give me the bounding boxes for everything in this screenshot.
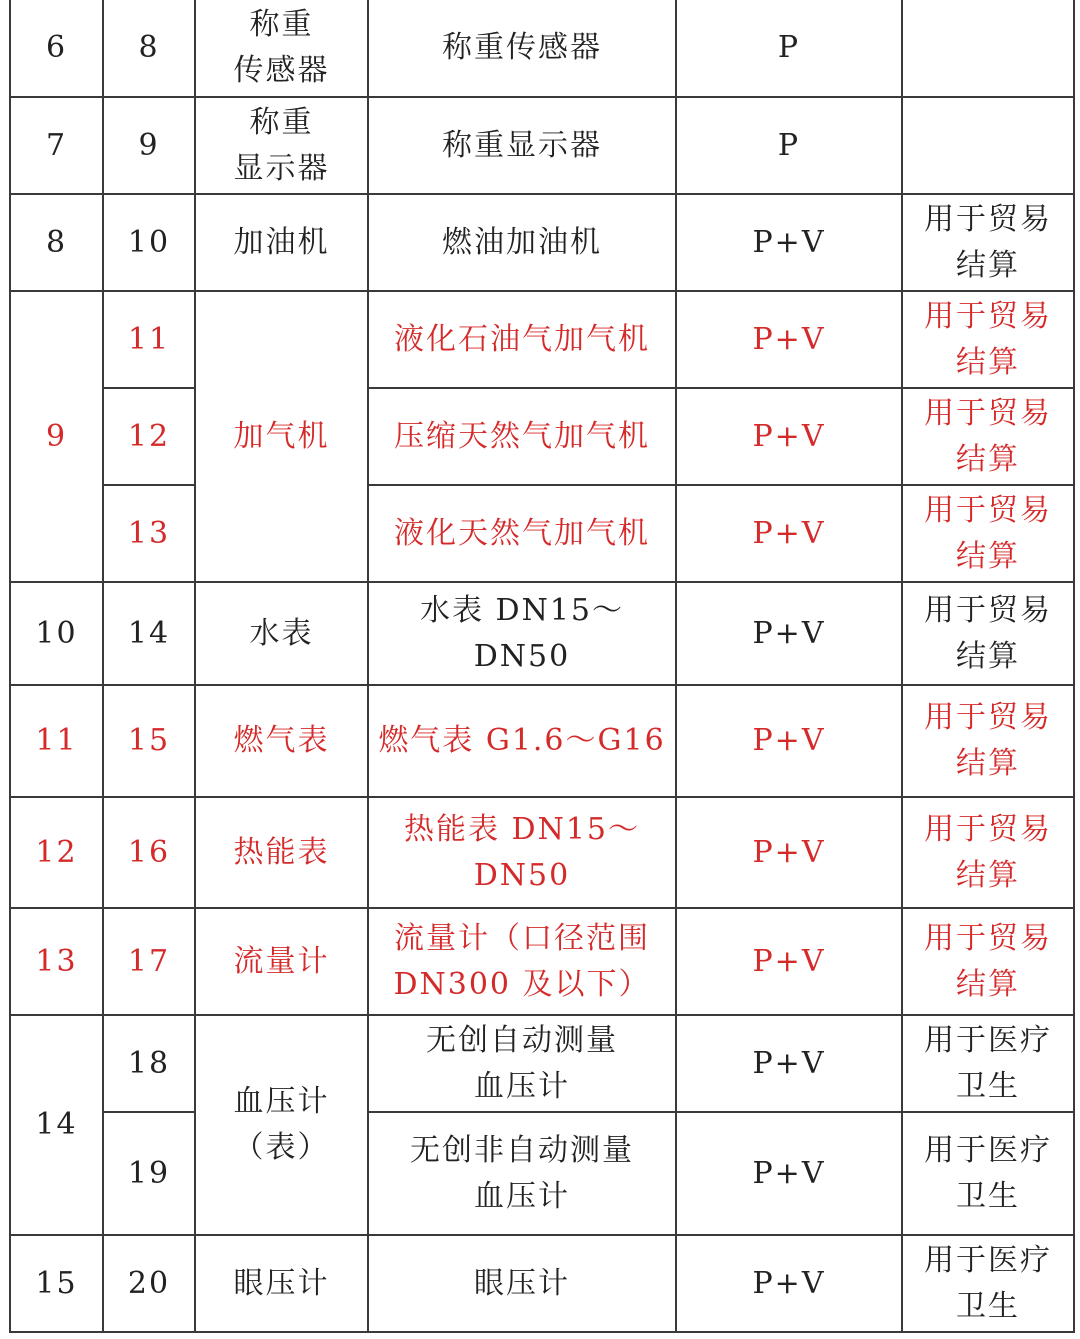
name-cell: 燃油加油机 — [368, 194, 676, 291]
note-cell — [902, 291, 1074, 388]
mode-cell: P — [676, 97, 902, 194]
note-line: 结算 — [956, 857, 1020, 893]
no-cell: 9 — [103, 97, 195, 194]
note-line: 用于贸易 — [924, 395, 1052, 431]
category-cell — [195, 0, 368, 97]
category-cell: 燃气表 — [195, 685, 368, 797]
no-cell: 17 — [103, 908, 195, 1015]
note-line: 结算 — [956, 538, 1020, 574]
name-cell — [368, 1015, 676, 1112]
category-cell: 水表 — [195, 582, 368, 685]
note-line: 结算 — [956, 746, 1020, 781]
seq-cell: 12 — [10, 797, 103, 908]
name-cell: 水表 DN15～DN50 — [368, 582, 676, 685]
name-line: 无创非自动测量 — [410, 1132, 634, 1168]
seq-cell: 8 — [10, 194, 103, 291]
table-row — [10, 388, 1074, 485]
note-line: 用于贸易 — [924, 920, 1052, 956]
no-cell: 19 — [103, 1112, 195, 1235]
mode-cell: P+V — [676, 797, 902, 908]
note-line: 用于医疗 — [924, 1022, 1052, 1058]
mode-cell: P+V — [676, 1235, 902, 1332]
note-line: 结算 — [956, 344, 1020, 380]
note-cell — [902, 0, 1074, 97]
table-row — [10, 582, 1074, 685]
note-line: 结算 — [956, 638, 1020, 674]
note-cell — [902, 797, 1074, 908]
note-cell — [902, 685, 1074, 797]
table-row — [10, 1112, 1074, 1235]
no-cell: 16 — [103, 797, 195, 908]
name-cell: 称重传感器 — [368, 0, 676, 97]
no-cell: 8 — [103, 0, 195, 97]
note-cell — [902, 194, 1074, 291]
note-line: 结算 — [956, 441, 1020, 477]
note-cell — [902, 485, 1074, 582]
table-row — [10, 685, 1074, 797]
seq-cell: 9 — [10, 291, 103, 582]
mode-cell: P+V — [676, 388, 902, 485]
table-row — [10, 908, 1074, 1015]
table-row — [10, 0, 1074, 97]
seq-cell: 11 — [10, 685, 103, 797]
category-cell: 加气机 — [195, 291, 368, 582]
table-row — [10, 797, 1074, 908]
name-cell: 压缩天然气加气机 — [368, 388, 676, 485]
category-line: 传感器 — [233, 53, 330, 88]
category-cell: 热能表 — [195, 797, 368, 908]
name-cell: 称重显示器 — [368, 97, 676, 194]
note-cell — [902, 388, 1074, 485]
seq-cell: 7 — [10, 97, 103, 194]
note-line: 用于贸易 — [924, 700, 1052, 735]
category-line: 显示器 — [233, 150, 330, 186]
no-cell: 20 — [103, 1235, 195, 1332]
note-line: 用于医疗 — [924, 1242, 1052, 1278]
name-line: 流量计（口径范围 — [394, 920, 650, 956]
note-line: 用于贸易 — [924, 592, 1052, 628]
seq-cell: 13 — [10, 908, 103, 1015]
name-line: 血压计 — [474, 1178, 570, 1214]
mode-cell: P+V — [676, 194, 902, 291]
category-line: 称重 — [249, 104, 314, 140]
seq-cell: 15 — [10, 1235, 103, 1332]
seq-cell: 6 — [10, 0, 103, 97]
mode-cell: P+V — [676, 1015, 902, 1112]
category-cell: 眼压计 — [195, 1235, 368, 1332]
mode-cell: P+V — [676, 582, 902, 685]
note-line: 结算 — [956, 966, 1020, 1002]
note-cell — [902, 1112, 1074, 1235]
name-cell: 液化石油气加气机 — [368, 291, 676, 388]
no-cell: 12 — [103, 388, 195, 485]
no-cell: 11 — [103, 291, 195, 388]
note-line: 用于医疗 — [924, 1132, 1052, 1168]
category-cell — [195, 97, 368, 194]
category-line: （表） — [233, 1130, 330, 1165]
note-line: 用于贸易 — [924, 201, 1052, 237]
category-line: 血压计 — [233, 1084, 330, 1119]
mode-cell: P+V — [676, 908, 902, 1015]
table-row — [10, 194, 1074, 291]
name-cell: 液化天然气加气机 — [368, 485, 676, 582]
note-cell — [902, 1015, 1074, 1112]
no-cell: 10 — [103, 194, 195, 291]
no-cell: 15 — [103, 685, 195, 797]
table-row — [10, 1235, 1074, 1332]
mode-cell: P+V — [676, 485, 902, 582]
table-row — [10, 291, 1074, 388]
note-line: 用于贸易 — [924, 492, 1052, 528]
table-row — [10, 97, 1074, 194]
name-cell: 眼压计 — [368, 1235, 676, 1332]
note-line: 卫生 — [956, 1068, 1020, 1104]
name-line: 血压计 — [474, 1068, 570, 1104]
mode-cell: P+V — [676, 291, 902, 388]
instrument-catalog-table — [9, 0, 1075, 1333]
name-cell — [368, 1112, 676, 1235]
category-cell — [195, 1015, 368, 1235]
no-cell: 14 — [103, 582, 195, 685]
note-cell — [902, 1235, 1074, 1332]
seq-cell: 14 — [10, 1015, 103, 1235]
note-line: 用于贸易 — [924, 811, 1052, 847]
name-cell: 燃气表 G1.6～G16 — [368, 685, 676, 797]
table-row — [10, 485, 1074, 582]
seq-cell: 10 — [10, 582, 103, 685]
no-cell: 18 — [103, 1015, 195, 1112]
category-line: 称重 — [249, 7, 314, 42]
table-row — [10, 1015, 1074, 1112]
category-cell: 加油机 — [195, 194, 368, 291]
name-line: 无创自动测量 — [426, 1022, 618, 1058]
note-cell — [902, 97, 1074, 194]
note-line: 用于贸易 — [924, 298, 1052, 334]
category-cell: 流量计 — [195, 908, 368, 1015]
mode-cell: P+V — [676, 1112, 902, 1235]
note-cell — [902, 582, 1074, 685]
note-line: 卫生 — [956, 1178, 1020, 1214]
note-cell — [902, 908, 1074, 1015]
note-line: 结算 — [956, 247, 1020, 283]
mode-cell: P+V — [676, 685, 902, 797]
mode-cell: P — [676, 0, 902, 97]
name-cell — [368, 908, 676, 1015]
name-line: DN300 及以下） — [393, 966, 651, 1002]
name-cell: 热能表 DN15～DN50 — [368, 797, 676, 908]
no-cell: 13 — [103, 485, 195, 582]
note-line: 卫生 — [956, 1288, 1020, 1324]
